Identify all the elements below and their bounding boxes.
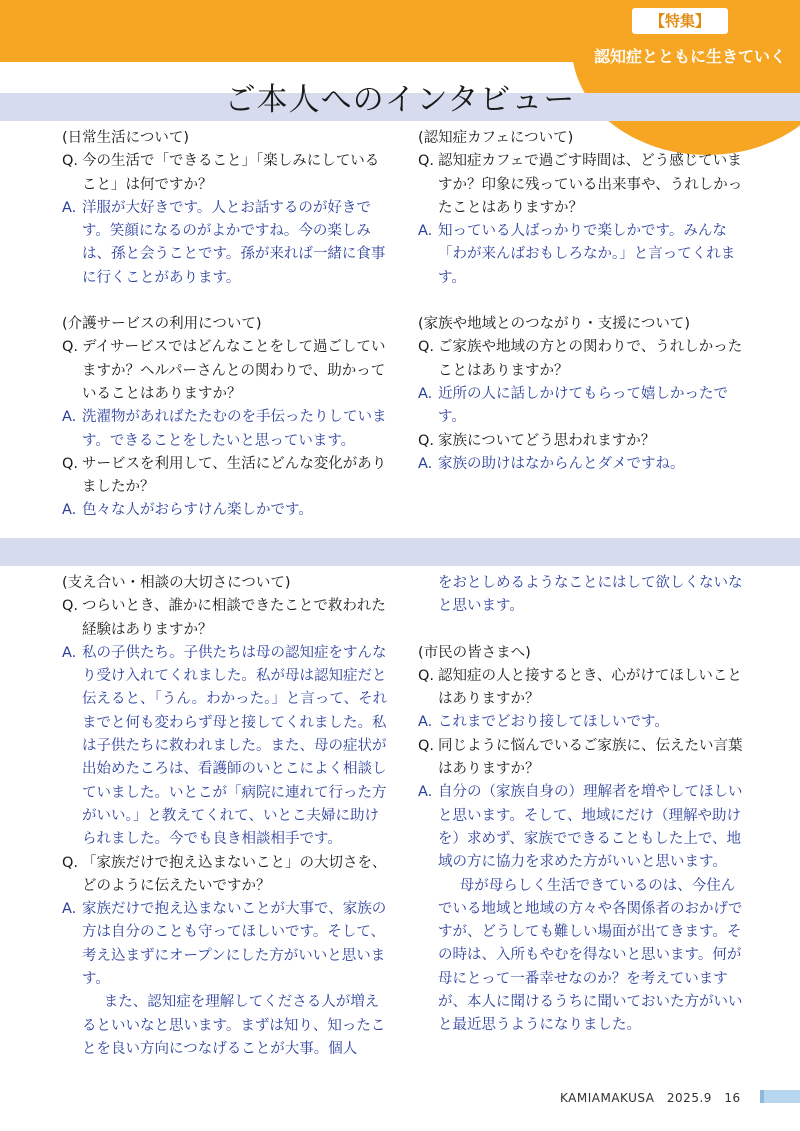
feature-title: 認知症とともに生きていく	[593, 47, 786, 66]
question: Q. 「家族だけで抱え込まないこと」の大切さを、どのように伝えたいですか？	[62, 854, 387, 894]
page-title: ご本人へのインタビュー	[224, 82, 576, 118]
column-lower-right	[418, 572, 748, 1038]
question: Q. デイサービスではどんなことをして過ごしていますか？ヘルパーさんとの関わりで、助かっていることはありますか？	[62, 339, 386, 402]
question: Q. 家族についてどう思われますか？	[418, 432, 656, 449]
footer-accent-bar	[760, 1090, 800, 1103]
section-heading: (認知症カフェについて)	[418, 130, 574, 146]
column-lower-left	[62, 572, 392, 1061]
answer: A. 自分の（家族自身の）理解者を増やしてほしいと思います。そして、地域にだけ（理解や助けを）求めず、家族でできることもした上で、地域の方に協力を求めた方がいいと思います。	[418, 784, 743, 871]
section-heading: (支え合い・相談の大切さについて)	[62, 575, 291, 591]
question: Q. 認知症カフェで過ごす時間は、どう感じていますか？印象に残っている出来事や、うれしかったことはありますか？	[418, 153, 743, 216]
answer: A. 私の子供たち。子供たちは母の認知症をすんなり受け入れてくれました。私が母は認知症だと伝えると、「うん。わかった。」と言って、それまでと何も変わらず母と接してくれました。私は子供たちに救われました。また、母の症状が出始めたころは、看護師のいとこによく相談していました。いとこが「病院に連れて行った方がいい。」と教えてくれて、いとこ夫婦に助けられました。今でも良き相談相手です。	[62, 644, 388, 848]
answer: A. 近所の人に話しかけてもらって嬉しかったです。	[418, 385, 728, 426]
answer: A. 家族の助けはなからんとダメですね。	[418, 455, 685, 472]
question: Q. サービスを利用して、生活にどんな変化がありましたか？	[62, 455, 387, 496]
question: Q. ご家族や地域の方との関わりで、うれしかったことはありますか？	[418, 339, 743, 379]
answer: A. 家族だけで抱え込まないことが大事で、家族の方は自分のことも守ってほしいです。そして、考え込まずにオープンにした方がいいと思います。	[62, 901, 387, 988]
answer-paragraph: また、認知症を理解してくださる人が増えるといいなと思います。まずは知り、知ったことを良い方向につなげることが大事。個人	[82, 994, 386, 1057]
footer-page-info: KAMIAMAKUSA 2025.9 16	[560, 1091, 741, 1105]
question: Q. つらいとき、誰かに相談できたことで救われた経験はありますか？	[62, 598, 386, 638]
answer: A. 知っている人ばっかりで楽しかです。みんな「わが来んばおもしろなか。」と言ってくれます。	[418, 223, 736, 286]
section-heading: (介護サービスの利用について)	[62, 316, 262, 333]
question: Q. 認知症の人と接するとき、心がけてほしいことはありますか？	[418, 667, 742, 708]
answer: A. 洋服が大好きです。人とお話するのが好きです。笑顔になるのがよかですね。今の楽しみは、孫と会うことです。孫が来れば一緒に食事に行くことがあります。	[62, 199, 386, 286]
column-upper-left	[62, 127, 392, 523]
footer-accent-edge	[760, 1090, 764, 1103]
answer: A. 洗濯物があればたたむのを手伝ったりしています。できることをしたいと思っています。	[62, 409, 387, 449]
answer: A. 色々な人がおらすけん楽しかです。	[62, 502, 313, 519]
answer: A. これまでどおり接してほしいです。	[418, 714, 669, 731]
divider-band	[0, 538, 800, 566]
column-upper-right	[418, 127, 748, 476]
answer-paragraph: 母が母らしく生活できているのは、今住んでいる地域と地域の方々や各関係者のおかげですが、どうしても難しい場面が出てきます。その時は、入所もやむを得ないと思います。何が母にとって一番幸せなのか？を考えていますが、本人に聞けるうちに聞いておいた方がいいと最近思うようになりました。	[438, 877, 743, 1034]
question: Q. 今の生活で「できること」「楽しみにしていること」は何ですか？	[62, 153, 380, 193]
section-heading: (日常生活について)	[62, 130, 190, 146]
answer-continuation: をおとしめるようなことにはして欲しくないなと思います。	[438, 575, 743, 615]
section-heading: (市民の皆さまへ)	[418, 644, 531, 661]
feature-tag: 【特集】	[632, 8, 728, 34]
question: Q. 同じように悩んでいるご家族に、伝えたい言葉はありますか？	[418, 737, 743, 778]
section-heading: (家族や地域とのつながり・支援について)	[418, 316, 691, 333]
